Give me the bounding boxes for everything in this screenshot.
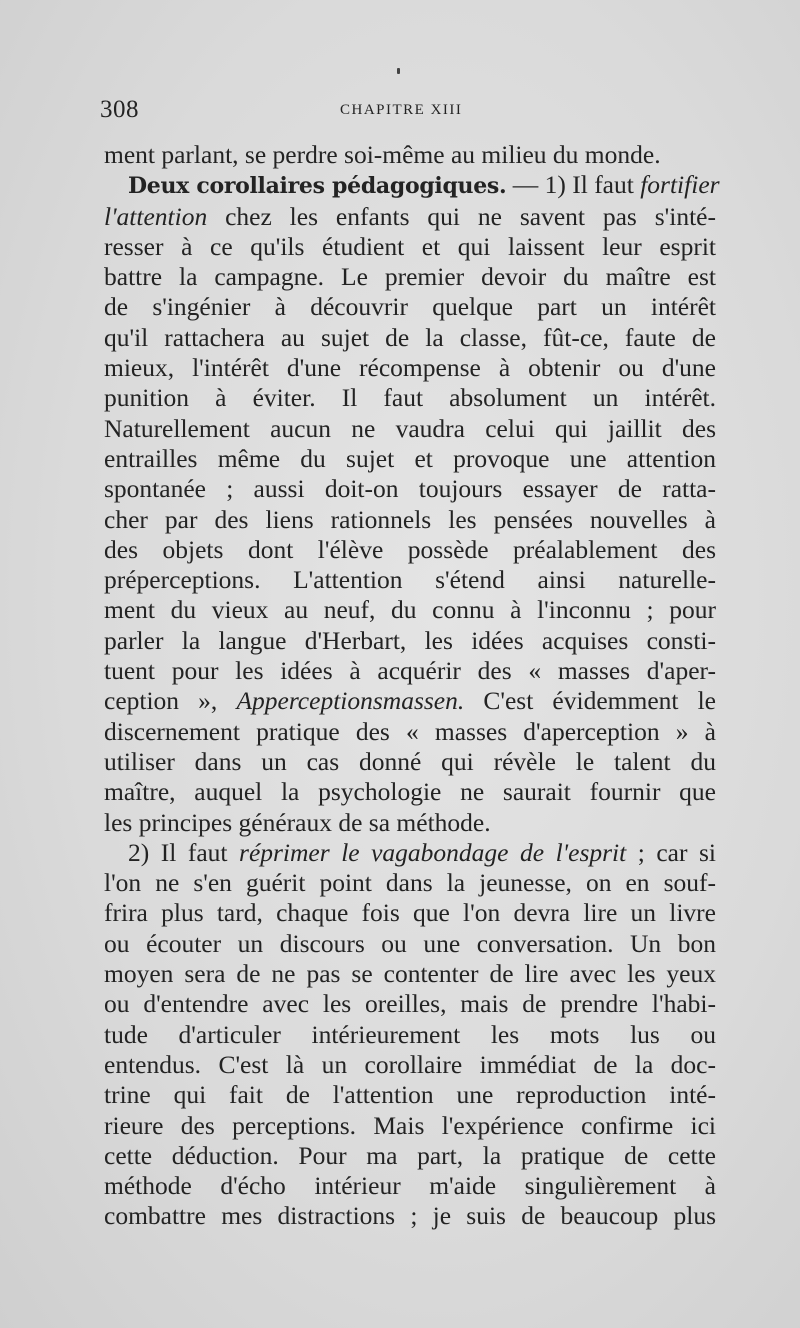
text-line: resser à ce qu'ils étudient et qui laissent leur esprit	[104, 231, 716, 261]
text-line: discernement pratique des « masses d'aperception » à	[104, 716, 716, 746]
text-line: cher par des liens rationnels les pensées nouvelles à	[104, 504, 716, 534]
text-line: de s'ingénier à découvrir quelque part un intérêt	[104, 292, 716, 322]
text-line: ou d'entendre avec les oreilles, mais de prendre l'habi-	[104, 989, 716, 1019]
text-line: ception », Apperceptionsmassen. C'est évidemment le	[104, 686, 716, 716]
text-line: utiliser dans un cas donné qui révèle le talent du	[104, 746, 716, 776]
text-line: ment du vieux au neuf, du connu à l'inconnu ; pour	[104, 595, 716, 625]
text-line: entendus. C'est là un corollaire immédiat de la doc-	[104, 1049, 716, 1079]
text-line: l'on ne s'en guérit point dans la jeunesse, on en souf-	[104, 868, 716, 898]
body-text	[104, 140, 720, 1232]
text-line: 2) Il faut réprimer le vagabondage de l'esprit ; car si	[128, 837, 716, 867]
ink-speck	[397, 68, 400, 74]
text-line: parler la langue d'Herbart, les idées acquises consti-	[104, 625, 716, 655]
text-line: des objets dont l'élève possède préalablement des	[104, 534, 716, 564]
text-line: méthode d'écho intérieur m'aide singulièrement à	[104, 1171, 716, 1201]
running-head: CHAPITRE XIII	[340, 102, 463, 118]
text-line: rieure des perceptions. Mais l'expérience confirme ici	[104, 1110, 716, 1140]
text-line: l'attention chez les enfants qui ne savent pas s'inté-	[104, 201, 716, 231]
text-line: les principes généraux de sa méthode.	[104, 807, 491, 837]
text-line: entrailles même du sujet et provoque une attention	[104, 443, 716, 473]
text-line: ou écouter un discours ou une conversation. Un bon	[104, 928, 716, 958]
text-line: Deux corollaires pédagogiques. — 1) Il faut fortifier	[128, 170, 720, 200]
text-line: punition à éviter. Il faut absolument un intérêt.	[104, 383, 716, 413]
text-line: moyen sera de ne pas se contenter de lire avec les yeux	[104, 959, 716, 989]
text-line: frira plus tard, chaque fois que l'on devra lire un livre	[104, 898, 716, 928]
page-header	[100, 96, 720, 126]
text-line: mieux, l'intérêt d'une récompense à obtenir ou d'une	[104, 353, 716, 383]
page-number: 308	[100, 96, 139, 123]
text-line: préperceptions. L'attention s'étend ainsi naturelle-	[104, 565, 716, 595]
text-line: combattre mes distractions ; je suis de beaucoup plus	[104, 1201, 716, 1231]
text-line: qu'il rattachera au sujet de la classe, fût-ce, faute de	[104, 322, 716, 352]
text-line: maître, auquel la psychologie ne saurait fournir que	[104, 777, 716, 807]
text-line: tuent pour les idées à acquérir des « masses d'aper-	[104, 656, 716, 686]
text-line: cette déduction. Pour ma part, la pratique de cette	[104, 1140, 716, 1170]
text-line: ment parlant, se perdre soi-même au milieu du monde.	[104, 140, 661, 169]
section-heading: Deux corollaires pédagogiques.	[128, 173, 507, 200]
text-line: tude d'articuler intérieurement les mots lus ou	[104, 1019, 716, 1049]
text-line: battre la campagne. Le premier devoir du maître est	[104, 262, 716, 292]
text-line: trine qui fait de l'attention une reproduction inté-	[104, 1080, 716, 1110]
text-line: spontanée ; aussi doit-on toujours essayer de ratta-	[104, 474, 716, 504]
text-line: Naturellement aucun ne vaudra celui qui jaillit des	[104, 413, 716, 443]
